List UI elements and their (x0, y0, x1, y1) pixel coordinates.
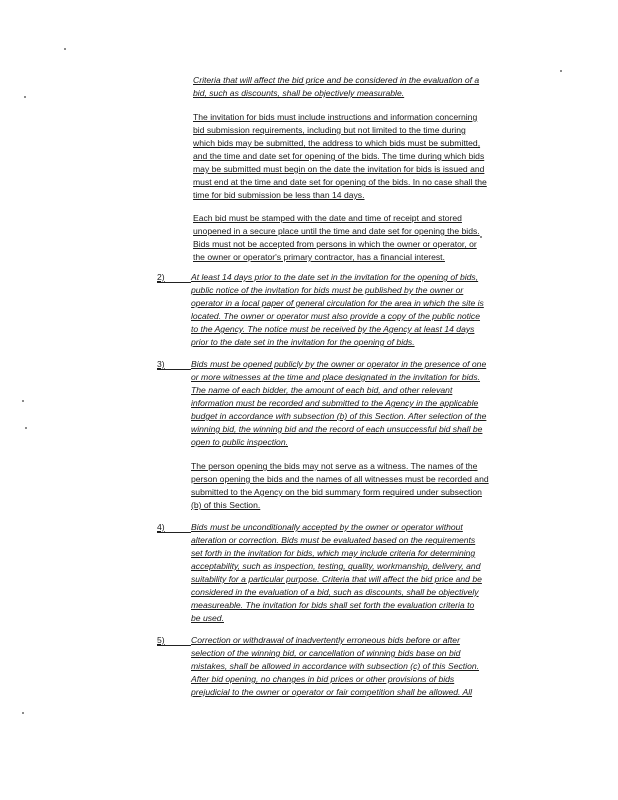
scan-speck (560, 70, 562, 72)
item-number-rule (157, 282, 191, 283)
text-line: be used. (191, 613, 224, 623)
text-line: Criteria that will affect the bid price and be considered in the evaluation of a (193, 75, 480, 85)
item-number-rule (157, 369, 191, 370)
scan-speck (22, 712, 24, 714)
text-line: time for bid submission be less than 14 days. (193, 190, 365, 200)
text-line: alteration or correction. Bids must be evaluated based on the requirements (191, 535, 476, 545)
text-line: operator in a local paper of general circulation for the area in which the site is (191, 298, 484, 308)
text-line: bid submission requirements, including but not limited to the time during (193, 125, 466, 135)
item-number-rule (157, 532, 191, 533)
text-line: The name of each bidder, the amount of each bid, and other relevant (191, 385, 453, 395)
text-line: information must be recorded and submitted to the Agency in the applicable (191, 398, 479, 408)
text-line: considered in the evaluation of a bid, such as discounts, shall be objectively (191, 587, 479, 597)
item-number: 2) (157, 272, 165, 282)
text-line: mistakes, shall be allowed in accordance with subsection (c) of this Section. (191, 661, 480, 671)
text-line: unopened in a secure place until the time and date set for opening the bids. (193, 226, 480, 236)
text-line: The person opening the bids may not serve as a witness. The names of the (191, 461, 478, 471)
text-line: measureable. The invitation for bids shall set forth the evaluation criteria to (191, 600, 475, 610)
text-line: Each bid must be stamped with the date and time of receipt and stored (193, 213, 462, 223)
text-line: located. The owner or operator must also provide a copy of the public notice (191, 311, 481, 321)
item-number: 5) (157, 635, 165, 645)
scan-speck (480, 236, 482, 238)
text-line: Bids must be unconditionally accepted by the owner or operator without (191, 522, 463, 532)
text-line: public notice of the invitation for bids must be published by the owner or (191, 285, 464, 295)
text-line: may be submitted must begin on the date the invitation for bids is issued and (193, 164, 485, 174)
scan-speck (24, 96, 26, 98)
text-line: At least 14 days prior to the date set in the invitation for the opening of bids, (191, 272, 479, 282)
text-line: person opening the bids and the names of all witnesses must be recorded and (191, 474, 489, 484)
text-line: must end at the time and date set for opening of the bids. In no case shall the (193, 177, 487, 187)
text-line: winning bid, the winning bid and the record of each unsuccessful bid shall be (191, 424, 483, 434)
item-number: 4) (157, 522, 165, 532)
text-line: open to public inspection. (191, 437, 288, 447)
text-line: or more witnesses at the time and place designated in the invitation for bids. (191, 372, 481, 382)
text-line: prejudicial to the owner or operator or fair competition shall be allowed. All (191, 687, 473, 697)
text-line: selection of the winning bid, or cancellation of winning bids base on bid (191, 648, 461, 658)
scan-speck (22, 400, 24, 402)
text-line: set forth in the invitation for bids, which may include criteria for determining (191, 548, 476, 558)
text-line: bid, such as discounts, shall be objectively measurable. (193, 88, 405, 98)
text-line: The invitation for bids must include instructions and information concerning (193, 112, 478, 122)
text-line: and the time and date set for opening of the bids. The time during which bids (193, 151, 485, 161)
item-number-rule (157, 645, 191, 646)
text-line: the owner or operator's primary contractor, has a financial interest. (193, 252, 445, 262)
text-line: acceptability, such as inspection, testing, quality, workmanship, delivery, and (191, 561, 481, 571)
text-line: submitted to the Agency on the bid summary form required under subsection (191, 487, 482, 497)
text-line: budget in accordance with subsection (b) of this Section. After selection of the (191, 411, 487, 421)
text-line: Bids must not be accepted from persons in which the owner or operator, or (193, 239, 477, 249)
text-line: Correction or withdrawal of inadvertently erroneous bids before or after (191, 635, 460, 645)
text-line: to the Agency. The notice must be received by the Agency at least 14 days (191, 324, 475, 334)
text-line: prior to the date set in the invitation for the opening of bids. (191, 337, 415, 347)
text-line: After bid opening, no changes in bid prices or other provisions of bids (191, 674, 455, 684)
text-line: which bids may be submitted, the address to which bids must be submitted, (193, 138, 481, 148)
scan-speck (25, 427, 27, 429)
scan-speck (64, 48, 66, 50)
text-line: Bids must be opened publicly by the owner or operator in the presence of one (191, 359, 487, 369)
text-line: suitability for a particular purpose. Criteria that will affect the bid price and be (191, 574, 482, 584)
item-number: 3) (157, 359, 165, 369)
text-line: (b) of this Section. (191, 500, 261, 510)
